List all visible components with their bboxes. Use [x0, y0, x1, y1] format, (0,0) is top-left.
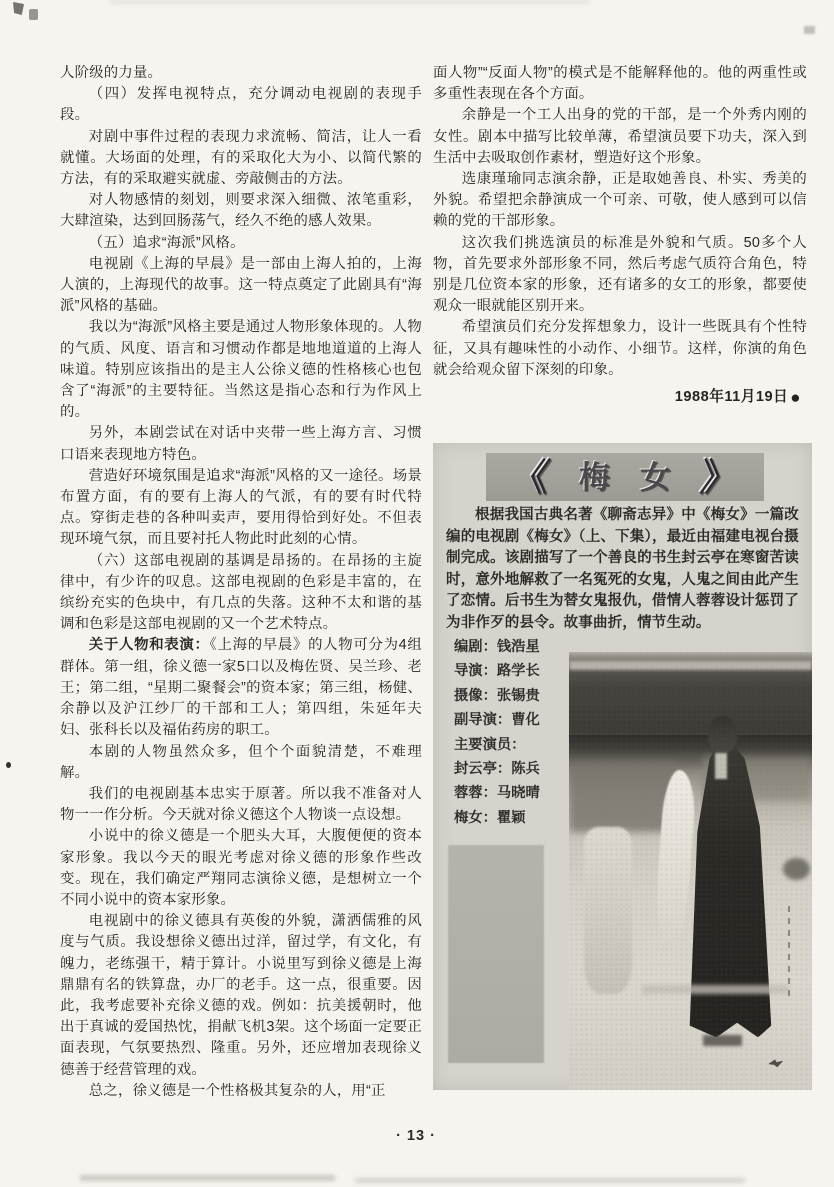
- photo-roof-shadow: [569, 735, 812, 774]
- credit-value: 曹化: [511, 712, 540, 729]
- article-date: 1988年11月19日: [674, 389, 789, 406]
- paragraph: 这次我们挑选演员的标准是外貌和气质。50多个人物，首先要求外部形象不同，然后考虑气质符合角色，特别是几位资本家的形象，还有诸多的女工的形象，都要使观众一眼就能区别开来。: [433, 234, 807, 315]
- paragraph: 希望演员们充分发挥想象力，设计一些既具有个性特征，又具有趣味性的小动作、小细节。这样，你演的角色就会给观众留下深刻的印象。: [433, 319, 807, 378]
- still-photo: [569, 652, 812, 1090]
- scan-artifact-top-right: [804, 26, 815, 34]
- photo-collar-highlight: [715, 753, 727, 779]
- scan-smudge-bottom-1: [80, 1175, 335, 1181]
- meinv-feature-box: [433, 443, 812, 1090]
- scan-artifact-top-left-1: [13, 2, 24, 15]
- credit-value: 路学长: [496, 663, 540, 680]
- credit-label: 蓉蓉：: [454, 785, 497, 802]
- photo-roof-snowline: [569, 661, 812, 670]
- credit-label: 封云亭：: [454, 761, 512, 778]
- credit-label: 摄像：: [454, 687, 497, 704]
- credit-label: 副导演：: [454, 712, 512, 729]
- photo-foot-shadow: [703, 1035, 742, 1046]
- photo-wall-patch-2: [703, 757, 812, 801]
- credit-label: 导演：: [454, 663, 497, 680]
- photo-white-garment: [653, 769, 697, 950]
- paragraph: 本剧的人物虽然众多，但个个面貌清楚，不难理解。: [60, 743, 422, 781]
- feature-title-banner: [486, 453, 764, 501]
- paragraph: 总之，徐义德是一个性格极其复杂的人，用“正: [88, 1082, 386, 1099]
- left-text-column: [60, 63, 422, 1102]
- credit-label: 梅女：: [454, 809, 497, 826]
- photo-actor-head: [708, 716, 737, 753]
- page-number: · 13 ·: [396, 1128, 436, 1144]
- photo-right-blob: [783, 858, 810, 880]
- paragraph: 我们的电视剧基本忠实于原著。所以我不准备对人物一一作分析。今天就对徐义德这个人物谈一点设想。: [60, 785, 422, 824]
- paragraph: 另外，本剧尝试在对话中夹带一些上海方言、习惯口语来表现地方特色。: [60, 425, 422, 463]
- credit-value: 张锡贵: [496, 687, 540, 704]
- paragraph: 我以为“海派”风格主要是通过人物形象体现的。人物的气质、风度、语言和习惯动作都是地地道道的上海人味道。特别应该指出的是主人公徐义德的性格核心也包含了“海派”的主要特征。当然这是指心态和行为作风上的。: [60, 319, 422, 421]
- credit-label: 主要演员：: [454, 736, 526, 753]
- photo-actor-robe: [678, 744, 773, 1037]
- article-date-line: [433, 385, 807, 408]
- credit-value: 钱浩星: [496, 639, 540, 655]
- paragraph: 面人物”“反面人物”的模式是不能解释他的。他的两重性或多重性表现在各个方面。: [433, 65, 807, 103]
- end-mark-icon: ●: [790, 388, 801, 408]
- right-text-column: [433, 63, 807, 408]
- paragraph: 选康瑾瑜同志演余静，正是取她善良、朴实、秀美的外貌。希望把余静演成一个可亲、可敬，使人感到可以信赖的党的干部形象。: [433, 171, 807, 230]
- photo-wall-patch: [569, 762, 676, 832]
- scan-artifact-left-dot: [6, 762, 11, 768]
- photo-dashed-line: [788, 906, 790, 998]
- title-char-nv: 女: [640, 459, 671, 495]
- title-open-bracket: 《: [509, 456, 552, 498]
- photo-snow-pillar: [584, 827, 633, 993]
- scan-smudge-top: [110, 0, 590, 4]
- right-column-paragraphs: [433, 63, 807, 381]
- paragraph: 小说中的徐义德是一个肥头大耳，大腹便便的资本家形象。我以今天的眼光考虑对徐义德的形象作些改变。现在，我们确定严翔同志演徐义德，是想树立一个不同小说中的资本家形象。: [60, 828, 422, 908]
- feature-intro-paragraph: 根据我国古典名著《聊斋志异》中《梅女》一篇改编的电视剧《梅女》（上、下集），最近由福建电视台摄制完成。该剧描写了一个善良的书生封云亭在寒窗苦读时，意外地解救了一名冤死的女鬼，人鬼之间由此产生了恋情。后书生为替女鬼报仇，借情人蓉蓉设计惩罚了为非作歹的县令。故事曲折，情节生动。: [446, 507, 799, 631]
- paragraph: （六）这部电视剧的基调是昂扬的。在昂扬的主旋律中，有少许的叹息。这部电视剧的色彩是丰富的，在缤纷充实的色块中，有几点的失落。这种不太和谐的基调和色彩是这部电视剧的又一个艺术特点。: [60, 552, 422, 633]
- gray-placeholder-block: [448, 845, 544, 1063]
- paragraph: 电视剧《上海的早晨》是一部由上海人拍的，上海人演的，上海现代的故事。这一特点奠定了此剧具有“海派”风格的基础。: [60, 255, 422, 315]
- paragraph: 余静是一个工人出身的党的干部，是一个外秀内刚的女性。剧本中描写比较单薄，希望演员要下功夫，深入到生活中去吸取创作素材，塑造好这个形象。: [433, 107, 807, 166]
- credit-value: 马晓晴: [496, 785, 540, 802]
- photo-ground-streak: [642, 985, 788, 994]
- scan-artifact-top-left-2: [29, 9, 38, 20]
- credit-label: 编剧：: [454, 639, 497, 655]
- credit-value: 陈兵: [511, 761, 540, 778]
- paragraph: 关于人物和表演：《上海的早晨》的人物可分为4组群体。第一组，徐义德一家5口以及梅佐贤、吴兰珍、老王；第二组，“星期二聚餐会”的资本家；第三组，杨健、余静以及沪江纱厂的干部和工人；第四组，朱延年夫妇、张科长以及福佑药房的职工。: [60, 637, 422, 739]
- title-close-bracket: 》: [698, 456, 741, 498]
- photo-dark-mark: [768, 1059, 783, 1067]
- paragraph: 对剧中事件过程的表现力求流畅、简洁，让人一看就懂。大场面的处理，有的采取化大为小、以简代繁的方法，有的采取避实就虚、旁敲侧击的方法。: [60, 128, 422, 188]
- paragraph: 人阶级的力量。: [60, 65, 163, 81]
- paragraph: 对人物感情的刻划，则要求深入细微、浓笔重彩，大肆渲染，达到回肠荡气，经久不绝的感人效果。: [60, 192, 422, 230]
- paragraph: （四）发挥电视特点，充分调动电视剧的表现手段。: [60, 86, 422, 124]
- scan-smudge-bottom-2: [355, 1178, 745, 1183]
- paragraph: 营造好环境氛围是追求“海派”风格的又一途径。场景布置方面，有的要有上海人的气派，有的要有时代特点。穿街走巷的各种叫卖声，要用得恰到好处。不但表现环境气氛，而且要衬托人物此时此刻的心情。: [60, 467, 422, 548]
- paragraph: （五）追求“海派”风格。: [88, 234, 245, 251]
- credit-value: 瞿颖: [496, 809, 526, 826]
- paragraph: 电视剧中的徐义德具有英俊的外貌，潇洒儒雅的风度与气质。我设想徐义德出过洋，留过学，有文化，有魄力，老练强干，精于算计。小说里写到徐义德是上海鼎鼎有名的铁算盘，办厂的老手。这一点，很重要。因此，我考虑要补充徐义德的戏。例如：抗美援朝时，他出于真诚的爱国热忱，捐献飞机3架。这个场面一定要正面表现，气氛要热烈、隆重。另外，还应增加表现徐义德善于经营管理的戏。: [60, 913, 422, 1078]
- title-char-mei: 梅: [579, 459, 610, 495]
